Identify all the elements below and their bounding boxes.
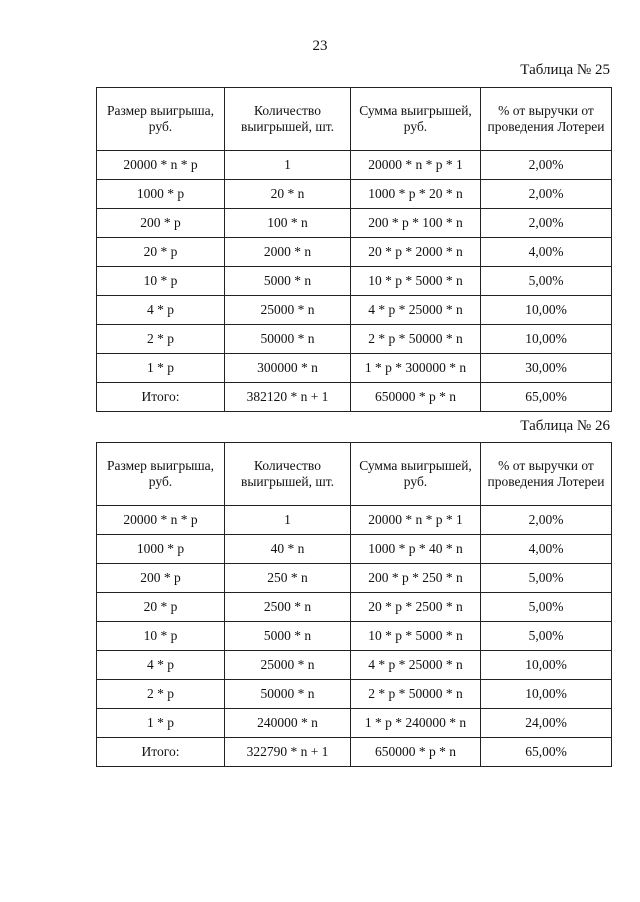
table-row xyxy=(97,180,612,209)
cell-prize-sum: 1 * p * 300000 * n xyxy=(351,354,481,383)
table-row xyxy=(97,267,612,296)
cell-prize-sum: 1000 * p * 40 * n xyxy=(351,535,481,564)
table-row xyxy=(97,622,612,651)
header-prize-size: Размер выигрыша, руб. xyxy=(97,88,225,151)
table-header-row xyxy=(97,88,612,151)
cell-revenue-percent: 10,00% xyxy=(481,325,612,354)
cell-prize-sum: 10 * p * 5000 * n xyxy=(351,622,481,651)
cell-revenue-percent: 10,00% xyxy=(481,680,612,709)
cell-prize-sum: 20000 * n * p * 1 xyxy=(351,506,481,535)
cell-revenue-percent: 5,00% xyxy=(481,267,612,296)
header-prize-size: Размер выигрыша, руб. xyxy=(97,443,225,506)
cell-revenue-percent: 5,00% xyxy=(481,593,612,622)
prize-table-25 xyxy=(96,87,612,412)
cell-prize-sum: 1 * p * 240000 * n xyxy=(351,709,481,738)
cell-revenue-percent: 2,00% xyxy=(481,151,612,180)
cell-prize-sum: 20 * p * 2500 * n xyxy=(351,593,481,622)
table-total-row xyxy=(97,738,612,767)
cell-prize-count: 1 xyxy=(225,506,351,535)
cell-prize-size: 20000 * n * p xyxy=(97,151,225,180)
table-header-row xyxy=(97,443,612,506)
cell-prize-size: 10 * p xyxy=(97,622,225,651)
cell-prize-count: 240000 * n xyxy=(225,709,351,738)
table-row xyxy=(97,593,612,622)
cell-revenue-percent: 4,00% xyxy=(481,238,612,267)
cell-revenue-percent: 2,00% xyxy=(481,209,612,238)
cell-revenue-percent: 2,00% xyxy=(481,180,612,209)
table-caption-25: Таблица № 25 xyxy=(520,62,610,78)
cell-prize-sum: 10 * p * 5000 * n xyxy=(351,267,481,296)
cell-prize-size: 2 * p xyxy=(97,325,225,354)
table-row xyxy=(97,354,612,383)
table-row xyxy=(97,564,612,593)
cell-prize-count: 25000 * n xyxy=(225,651,351,680)
cell-prize-count: 40 * n xyxy=(225,535,351,564)
cell-prize-count: 250 * n xyxy=(225,564,351,593)
table-row xyxy=(97,238,612,267)
cell-prize-size: 20 * p xyxy=(97,593,225,622)
cell-revenue-percent: 65,00% xyxy=(481,738,612,767)
table-row xyxy=(97,506,612,535)
header-prize-sum: Сумма выигрышей, руб. xyxy=(351,443,481,506)
cell-prize-sum: 200 * p * 100 * n xyxy=(351,209,481,238)
cell-prize-size: 4 * p xyxy=(97,296,225,325)
cell-prize-count: 20 * n xyxy=(225,180,351,209)
table-total-row xyxy=(97,383,612,412)
cell-prize-sum: 4 * p * 25000 * n xyxy=(351,651,481,680)
table-row xyxy=(97,709,612,738)
table-row xyxy=(97,296,612,325)
cell-prize-count: 25000 * n xyxy=(225,296,351,325)
cell-prize-count: 1 xyxy=(225,151,351,180)
cell-prize-size: 2 * p xyxy=(97,680,225,709)
cell-prize-sum: 2 * p * 50000 * n xyxy=(351,325,481,354)
cell-prize-sum: 650000 * p * n xyxy=(351,738,481,767)
cell-revenue-percent: 24,00% xyxy=(481,709,612,738)
header-revenue-percent: % от выручки от проведения Лотереи xyxy=(481,88,612,151)
cell-prize-size: 1 * p xyxy=(97,709,225,738)
cell-revenue-percent: 10,00% xyxy=(481,296,612,325)
cell-prize-count: 100 * n xyxy=(225,209,351,238)
cell-prize-size: 200 * p xyxy=(97,564,225,593)
cell-prize-sum: 20000 * n * p * 1 xyxy=(351,151,481,180)
cell-revenue-percent: 2,00% xyxy=(481,506,612,535)
header-prize-count: Количество выигрышей, шт. xyxy=(225,443,351,506)
cell-prize-sum: 4 * p * 25000 * n xyxy=(351,296,481,325)
cell-prize-count: 50000 * n xyxy=(225,680,351,709)
header-prize-sum: Сумма выигрышей, руб. xyxy=(351,88,481,151)
cell-prize-count: 322790 * n + 1 xyxy=(225,738,351,767)
cell-prize-count: 50000 * n xyxy=(225,325,351,354)
cell-prize-sum: 20 * p * 2000 * n xyxy=(351,238,481,267)
table-row xyxy=(97,535,612,564)
page-number: 23 xyxy=(312,38,328,54)
cell-prize-size: 1000 * p xyxy=(97,535,225,564)
cell-prize-size: 200 * p xyxy=(97,209,225,238)
header-prize-count: Количество выигрышей, шт. xyxy=(225,88,351,151)
prize-table-26 xyxy=(96,442,612,767)
header-revenue-percent: % от выручки от проведения Лотереи xyxy=(481,443,612,506)
cell-prize-size: Итого: xyxy=(97,738,225,767)
cell-prize-sum: 200 * p * 250 * n xyxy=(351,564,481,593)
cell-prize-size: 4 * p xyxy=(97,651,225,680)
cell-prize-sum: 2 * p * 50000 * n xyxy=(351,680,481,709)
cell-prize-size: 1 * p xyxy=(97,354,225,383)
table-row xyxy=(97,651,612,680)
cell-prize-count: 2000 * n xyxy=(225,238,351,267)
cell-prize-count: 5000 * n xyxy=(225,267,351,296)
cell-revenue-percent: 4,00% xyxy=(481,535,612,564)
cell-revenue-percent: 65,00% xyxy=(481,383,612,412)
cell-prize-sum: 650000 * p * n xyxy=(351,383,481,412)
cell-prize-size: 10 * p xyxy=(97,267,225,296)
table-caption-26: Таблица № 26 xyxy=(520,418,610,434)
cell-prize-sum: 1000 * p * 20 * n xyxy=(351,180,481,209)
cell-prize-size: 1000 * p xyxy=(97,180,225,209)
cell-revenue-percent: 5,00% xyxy=(481,622,612,651)
cell-prize-count: 2500 * n xyxy=(225,593,351,622)
table-row xyxy=(97,680,612,709)
cell-prize-size: 20000 * n * p xyxy=(97,506,225,535)
cell-prize-count: 5000 * n xyxy=(225,622,351,651)
cell-prize-count: 382120 * n + 1 xyxy=(225,383,351,412)
cell-revenue-percent: 5,00% xyxy=(481,564,612,593)
cell-prize-size: Итого: xyxy=(97,383,225,412)
table-row xyxy=(97,209,612,238)
cell-prize-count: 300000 * n xyxy=(225,354,351,383)
table-row xyxy=(97,151,612,180)
cell-revenue-percent: 10,00% xyxy=(481,651,612,680)
table-row xyxy=(97,325,612,354)
cell-revenue-percent: 30,00% xyxy=(481,354,612,383)
cell-prize-size: 20 * p xyxy=(97,238,225,267)
